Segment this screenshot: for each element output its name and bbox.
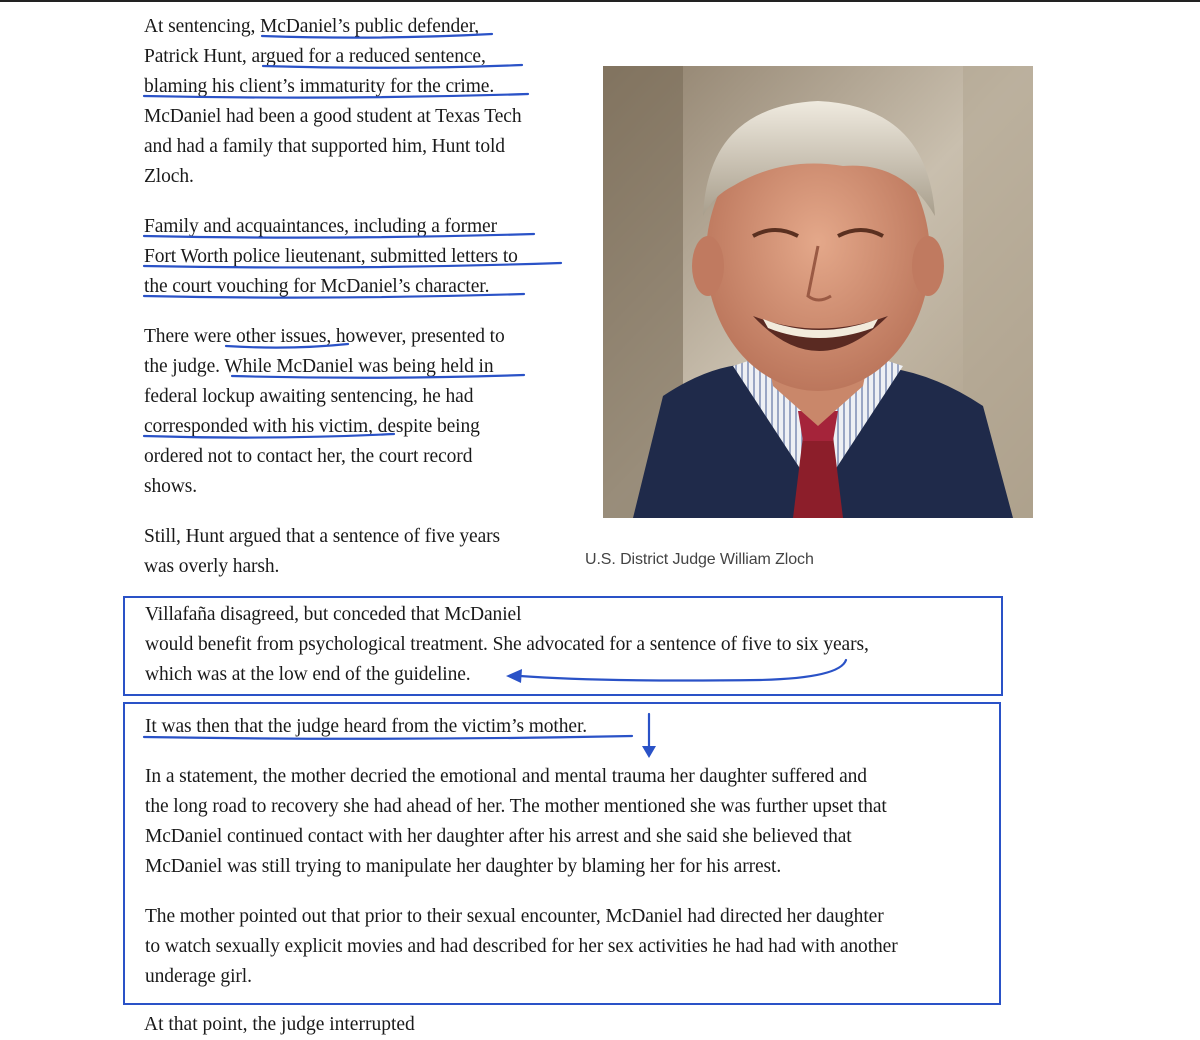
text-line: Zloch. (144, 166, 194, 187)
text-line: the judge. While McDaniel was being held in (144, 356, 494, 377)
cutoff-text-line: At that point, the judge interrupted (144, 1014, 415, 1035)
text-line: There were other issues, however, presented to (144, 326, 505, 347)
judge-portrait-image (603, 66, 1033, 518)
text-line: Villafaña disagreed, but conceded that McDaniel (145, 604, 522, 625)
text-line: the court vouching for McDaniel’s character. (144, 276, 490, 297)
text-line: In a statement, the mother decried the emotional and mental trauma her daughter suffered and (145, 766, 867, 787)
text-line: McDaniel continued contact with her daughter after his arrest and she said she believed that (145, 826, 852, 847)
text-line: federal lockup awaiting sentencing, he had (144, 386, 474, 407)
paragraph-judge-heard (145, 712, 587, 742)
text-line: Patrick Hunt, argued for a reduced sentence, (144, 46, 486, 67)
text-line: McDaniel was still trying to manipulate her daughter by blaming her for his arrest. (145, 856, 782, 877)
text-line: shows. (144, 476, 198, 497)
paragraph-mother-pointed-out (145, 902, 898, 992)
text-line: underage girl. (145, 966, 252, 987)
paragraph-sentencing (144, 12, 522, 192)
paragraph-other-issues (144, 322, 505, 502)
text-line: McDaniel had been a good student at Texas Tech (144, 106, 522, 127)
text-line: Still, Hunt argued that a sentence of five years (144, 526, 501, 547)
text-line: would benefit from psychological treatment. She advocated for a sentence of five to six years, (145, 634, 869, 655)
text-line: the long road to recovery she had ahead of her. The mother mentioned she was further upset that (145, 796, 887, 817)
text-line: The mother pointed out that prior to their sexual encounter, McDaniel had directed her daughter (145, 906, 884, 927)
paragraph-villafana (145, 600, 869, 690)
text-line: At sentencing, McDaniel’s public defender, (144, 16, 480, 37)
text-line: which was at the low end of the guideline. (145, 664, 471, 685)
text-line: blaming his client’s immaturity for the crime. (144, 76, 495, 97)
photo-caption: U.S. District Judge William Zloch (585, 551, 814, 568)
text-line: to watch sexually explicit movies and had described for her sex activities he had had with another (145, 936, 898, 957)
text-line: Fort Worth police lieutenant, submitted letters to (144, 246, 518, 267)
text-line: It was then that the judge heard from the victim’s mother. (145, 716, 588, 737)
judge-photo (603, 66, 1033, 518)
text-line: Family and acquaintances, including a former (144, 216, 497, 237)
text-line: corresponded with his victim, despite being (144, 416, 480, 437)
text-line: was overly harsh. (144, 556, 280, 577)
paragraph-letters (144, 212, 518, 302)
highlight-box-mother (123, 702, 1001, 1005)
top-divider (0, 0, 1200, 2)
text-line: and had a family that supported him, Hunt told (144, 136, 505, 157)
paragraph-mother-statement (145, 762, 887, 882)
highlight-box-villafana (123, 596, 1003, 696)
paragraph-five-years (144, 522, 500, 582)
text-line: ordered not to contact her, the court record (144, 446, 473, 467)
